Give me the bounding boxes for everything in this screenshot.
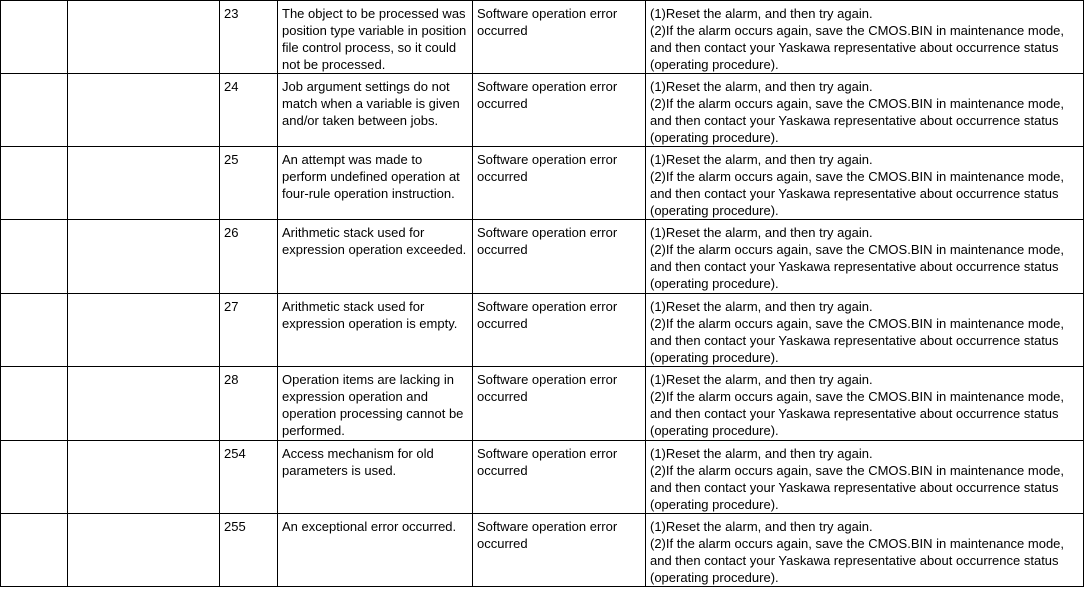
table-row (1, 294, 1084, 367)
remedy-cell: (1)Reset the alarm, and then try again. (2)If the alarm occurs again, save the CMOS.BIN in maintenance mode, and then contact your Yaskawa representative about occurrence status (operating procedure). (646, 294, 1084, 367)
sub-code-cell: 26 (220, 220, 278, 294)
cause-cell: Software operation error occurred (473, 1, 646, 74)
cause-cell: Software operation error occurred (473, 147, 646, 220)
meaning-cell: An exceptional error occurred. (278, 514, 473, 587)
alarm-name-cell (68, 147, 220, 220)
meaning-cell: The object to be processed was position type variable in position file control process, so it could not be processed. (278, 1, 473, 74)
alarm-number-cell (1, 367, 68, 441)
cause-cell: Software operation error occurred (473, 74, 646, 147)
meaning-cell: Arithmetic stack used for expression operation is empty. (278, 294, 473, 367)
alarm-number-cell (1, 514, 68, 587)
remedy-cell: (1)Reset the alarm, and then try again. (2)If the alarm occurs again, save the CMOS.BIN in maintenance mode, and then contact your Yaskawa representative about occurrence status (operating procedure). (646, 220, 1084, 294)
table-row (1, 367, 1084, 441)
meaning-cell: Operation items are lacking in expression operation and operation processing cannot be performed. (278, 367, 473, 441)
alarm-name-cell (68, 514, 220, 587)
alarm-name-cell (68, 1, 220, 74)
table-row (1, 514, 1084, 587)
alarm-number-cell (1, 441, 68, 514)
meaning-cell: Job argument settings do not match when a variable is given and/or taken between jobs. (278, 74, 473, 147)
alarm-name-cell (68, 74, 220, 147)
cause-cell: Software operation error occurred (473, 441, 646, 514)
alarm-name-cell (68, 294, 220, 367)
cause-cell: Software operation error occurred (473, 514, 646, 587)
alarm-number-cell (1, 220, 68, 294)
table-row (1, 441, 1084, 514)
table-row (1, 147, 1084, 220)
remedy-cell: (1)Reset the alarm, and then try again. (2)If the alarm occurs again, save the CMOS.BIN in maintenance mode, and then contact your Yaskawa representative about occurrence status (operating procedure). (646, 514, 1084, 587)
sub-code-cell: 255 (220, 514, 278, 587)
alarm-number-cell (1, 294, 68, 367)
cause-cell: Software operation error occurred (473, 294, 646, 367)
sub-code-cell: 24 (220, 74, 278, 147)
remedy-cell: (1)Reset the alarm, and then try again. (2)If the alarm occurs again, save the CMOS.BIN in maintenance mode, and then contact your Yaskawa representative about occurrence status (operating procedure). (646, 441, 1084, 514)
alarm-name-cell (68, 220, 220, 294)
sub-code-cell: 25 (220, 147, 278, 220)
cause-cell: Software operation error occurred (473, 367, 646, 441)
sub-code-cell: 23 (220, 1, 278, 74)
alarm-name-cell (68, 441, 220, 514)
meaning-cell: An attempt was made to perform undefined operation at four-rule operation instruction. (278, 147, 473, 220)
remedy-cell: (1)Reset the alarm, and then try again. (2)If the alarm occurs again, save the CMOS.BIN in maintenance mode, and then contact your Yaskawa representative about occurrence status (operating procedure). (646, 1, 1084, 74)
remedy-cell: (1)Reset the alarm, and then try again. (2)If the alarm occurs again, save the CMOS.BIN in maintenance mode, and then contact your Yaskawa representative about occurrence status (operating procedure). (646, 367, 1084, 441)
remedy-cell: (1)Reset the alarm, and then try again. (2)If the alarm occurs again, save the CMOS.BIN in maintenance mode, and then contact your Yaskawa representative about occurrence status (operating procedure). (646, 74, 1084, 147)
meaning-cell: Access mechanism for old parameters is used. (278, 441, 473, 514)
sub-code-cell: 27 (220, 294, 278, 367)
alarm-number-cell (1, 147, 68, 220)
alarm-number-cell (1, 74, 68, 147)
table-row (1, 74, 1084, 147)
sub-code-cell: 254 (220, 441, 278, 514)
alarm-number-cell (1, 1, 68, 74)
meaning-cell: Arithmetic stack used for expression operation exceeded. (278, 220, 473, 294)
table-row (1, 1, 1084, 74)
remedy-cell: (1)Reset the alarm, and then try again. (2)If the alarm occurs again, save the CMOS.BIN in maintenance mode, and then contact your Yaskawa representative about occurrence status (operating procedure). (646, 147, 1084, 220)
cause-cell: Software operation error occurred (473, 220, 646, 294)
table-row (1, 220, 1084, 294)
alarm-name-cell (68, 367, 220, 441)
sub-code-cell: 28 (220, 367, 278, 441)
